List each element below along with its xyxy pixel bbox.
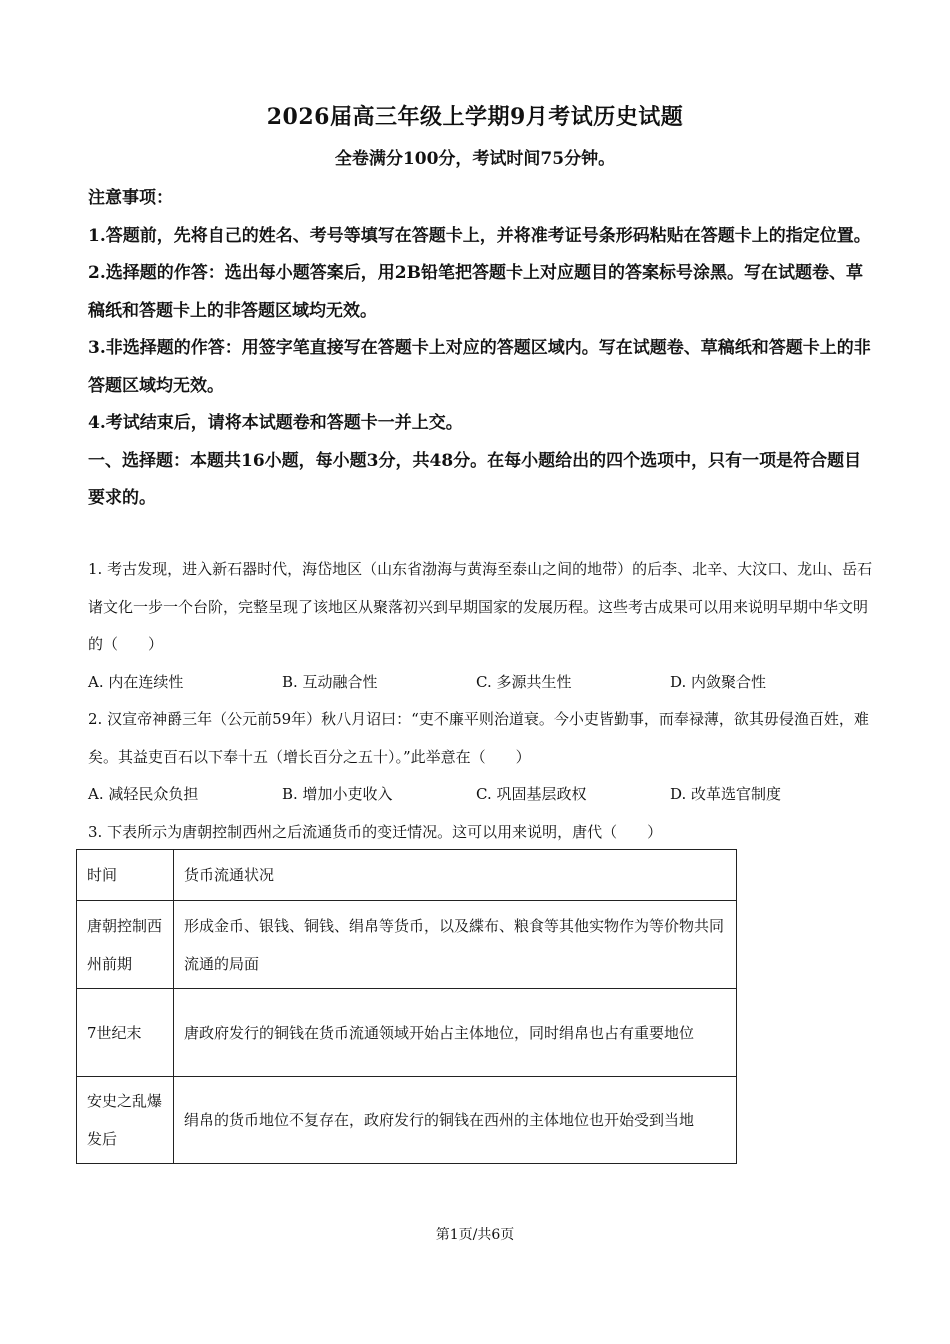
question-stem: 1. 考古发现，进入新石器时代，海岱地区（山东省渤海与黄海至泰山之间的地带）的后李、北辛、大汶口、龙山、岳石诸文化一步一个台阶，完整呈现了该地区从聚落初兴到早期国家的发展历程。这些考古成果可以用来说明早期中华文明的（ ） <box>88 560 873 653</box>
notes-heading: 注意事项： <box>88 188 173 208</box>
table-cell: 唐朝控制西州前期 <box>77 901 174 989</box>
option-d: D. 改革选官制度 <box>670 785 782 803</box>
table-cell: 唐政府发行的铜钱在货币流通领域开始占主体地位，同时绢帛也占有重要地位 <box>174 989 737 1077</box>
option-a: A. 内在连续性 <box>88 672 184 691</box>
table-cell: 绢帛的货币地位不复存在，政府发行的铜钱在西州的主体地位也开始受到当地 <box>174 1077 737 1164</box>
option-b: B. 互动融合性 <box>282 672 378 691</box>
question-stem: 3. 下表所示为唐朝控制西州之后流通货币的变迁情况。这可以用来说明，唐代（ ） <box>88 822 663 841</box>
option-a: A. 减轻民众负担 <box>88 785 199 803</box>
section-heading: 一、选择题：本题共16小题，每小题3分，共48分。在每小题给出的四个选项中，只有一项是符合题目要求的。 <box>88 450 862 508</box>
note-item: 2.选择题的作答：选出每小题答案后，用2B铅笔把答题卡上对应题目的答案标号涂黑。写在试题卷、草稿纸和答题卡上的非答题区域均无效。 <box>88 263 863 321</box>
table-header-cell: 货币流通状况 <box>174 850 737 901</box>
question-options <box>88 776 878 814</box>
question-stem: 2. 汉宣帝神爵三年（公元前59年）秋八月诏曰：“吏不廉平则治道衰。今小吏皆勤事，而奉禄薄，欲其毋侵渔百姓，难矣。其益吏百石以下奉十五（增长百分之五十）。”此举意在（ ） <box>88 710 869 766</box>
page-subtitle: 全卷满分100分，考试时间75分钟。 <box>334 149 616 169</box>
option-c: C. 巩固基层政权 <box>476 785 587 803</box>
questions-list <box>88 551 878 851</box>
notes-section <box>88 180 878 518</box>
currency-table <box>76 849 737 1164</box>
note-item: 1.答题前，先将自己的姓名、考号等填写在答题卡上，并将准考证号条形码粘贴在答题卡上的指定位置。 <box>88 225 871 246</box>
table-header-row <box>77 850 737 901</box>
table-row <box>77 1077 737 1164</box>
table-cell: 安史之乱爆发后 <box>77 1077 174 1164</box>
table-cell: 形成金币、银钱、铜钱、绢帛等货币，以及緤布、粮食等其他实物作为等价物共同流通的局面 <box>174 901 737 989</box>
page-title: 2026届高三年级上学期9月考试历史试题 <box>266 104 684 130</box>
option-c: C. 多源共生性 <box>476 672 572 691</box>
note-item: 3.非选择题的作答：用签字笔直接写在答题卡上对应的答题区域内。写在试题卷、草稿纸和答题卡上的非答题区域均无效。 <box>88 338 871 396</box>
table-header-cell: 时间 <box>77 850 174 901</box>
table-row <box>77 901 737 989</box>
table-cell: 7世纪末 <box>77 989 174 1077</box>
option-d: D. 内敛聚合性 <box>670 672 767 691</box>
question-options <box>88 664 878 702</box>
note-item: 4.考试结束后，请将本试题卷和答题卡一并上交。 <box>88 413 463 433</box>
page-footer: 第1页/共6页 <box>435 1227 515 1243</box>
option-b: B. 增加小吏收入 <box>282 785 393 803</box>
table-row <box>77 989 737 1077</box>
